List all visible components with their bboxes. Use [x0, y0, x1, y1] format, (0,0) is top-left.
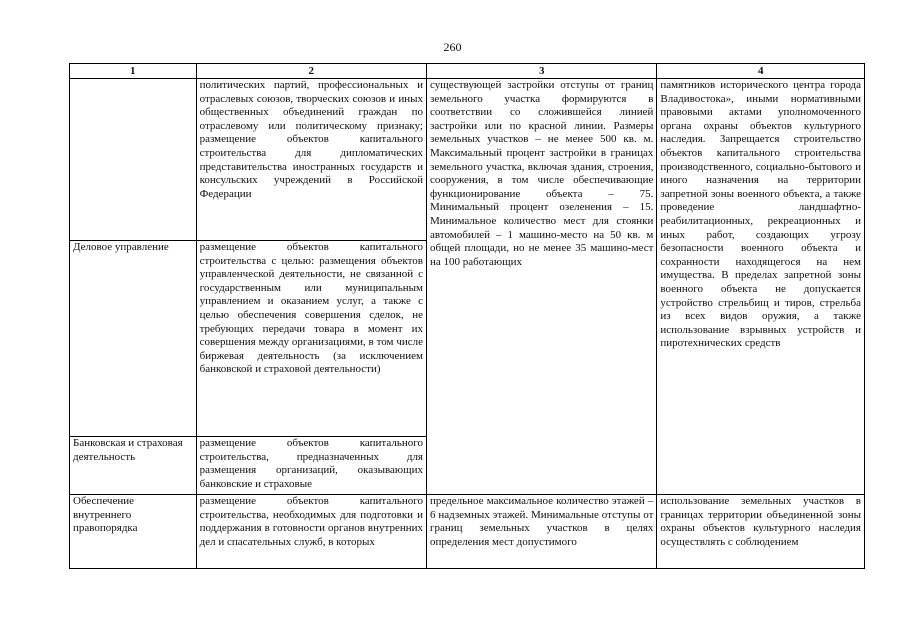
header-cell-3: 3 [427, 64, 657, 79]
page-number: 260 [443, 40, 462, 54]
type-cell: Деловое управление [70, 241, 197, 437]
type-cell: Банковская и страховая деятельность [70, 437, 197, 495]
description-cell: размещение объектов капитального строительства с целью: размещения объектов управленческой деятельности, не связанной с государственным или муниципальным управлением и оказанием услуг, а также с целью обеспечения совершения сделок, не требующих передачи товара в момент их совершения между организациями, в том числе биржевая деятельность (за исключением банковской и страховой деятельности) [196, 241, 426, 437]
description-cell: политических партий, профессиональных и отраслевых союзов, творческих союзов и иных общественных объединений граждан по отраслевому или политическому признаку; размещение объектов капитального строительства для дипломатических представительства иностранных государств и консульских учреждений в Российской Федерации [196, 79, 426, 241]
header-cell-1: 1 [70, 64, 197, 79]
header-cell-2: 2 [196, 64, 426, 79]
type-cell [70, 79, 197, 241]
type-cell: Обеспечение внутреннего правопорядка [70, 495, 197, 569]
description-cell: размещение объектов капитального строительства, необходимых для подготовки и поддержания в готовности органов внутренних дел и спасательных служб, в которых [196, 495, 426, 569]
restrictions-cell: использование земельных участков в границах территории объединенной зоны охраны объектов культурного наследия осуществлять с соблюдением [657, 495, 865, 569]
description-cell: размещение объектов капитального строительства, предназначенных для размещения организаций, оказывающих банковские и страховые [196, 437, 426, 495]
table-row [70, 79, 865, 241]
parameters-cell: предельное максимальное количество этажей – 6 надземных этажей. Минимальные отступы от границ земельных участков в целях определения мест допустимого [427, 495, 657, 569]
table-row [70, 495, 865, 569]
header-row [70, 64, 865, 79]
restrictions-cell: памятников исторического центра города Владивостока», иными нормативными правовыми актами уполномоченного органа охраны объектов культурного наследия. Запрещается строительство объектов капитального строительства производственного, социально-бытового и иного назначения на территории запретной зоны военного объекта, а также проведение ландшафтно-реабилитационных, рекреационных и иных работ, создающих угрозу безопасности военного объекта и сохранности находящегося на нем имущества. В пределах запретной зоны военного объекта не допускается устройство стрельбищ и тиров, стрельба из всех видов оружия, а также использование взрывных устройств и пиротехнических средств [657, 79, 865, 495]
parameters-cell: существующей застройки отступы от границ земельного участка формируются в соответствии со сложившейся линией застройки или по красной линии. Размеры земельных участков – не менее 500 кв. м. Максимальный процент застройки в границах земельного участка, включая здания, строения, сооружения, в том числе обеспечивающие функционирование объекта – 75. Минимальный процент озеленения – 15. Минимальное количество мест для стоянки автомобилей – 1 машино-место на 50 кв. м общей площади, но не менее 35 машино-мест на 100 работающих [427, 79, 657, 495]
land-use-table [69, 63, 865, 569]
header-cell-4: 4 [657, 64, 865, 79]
